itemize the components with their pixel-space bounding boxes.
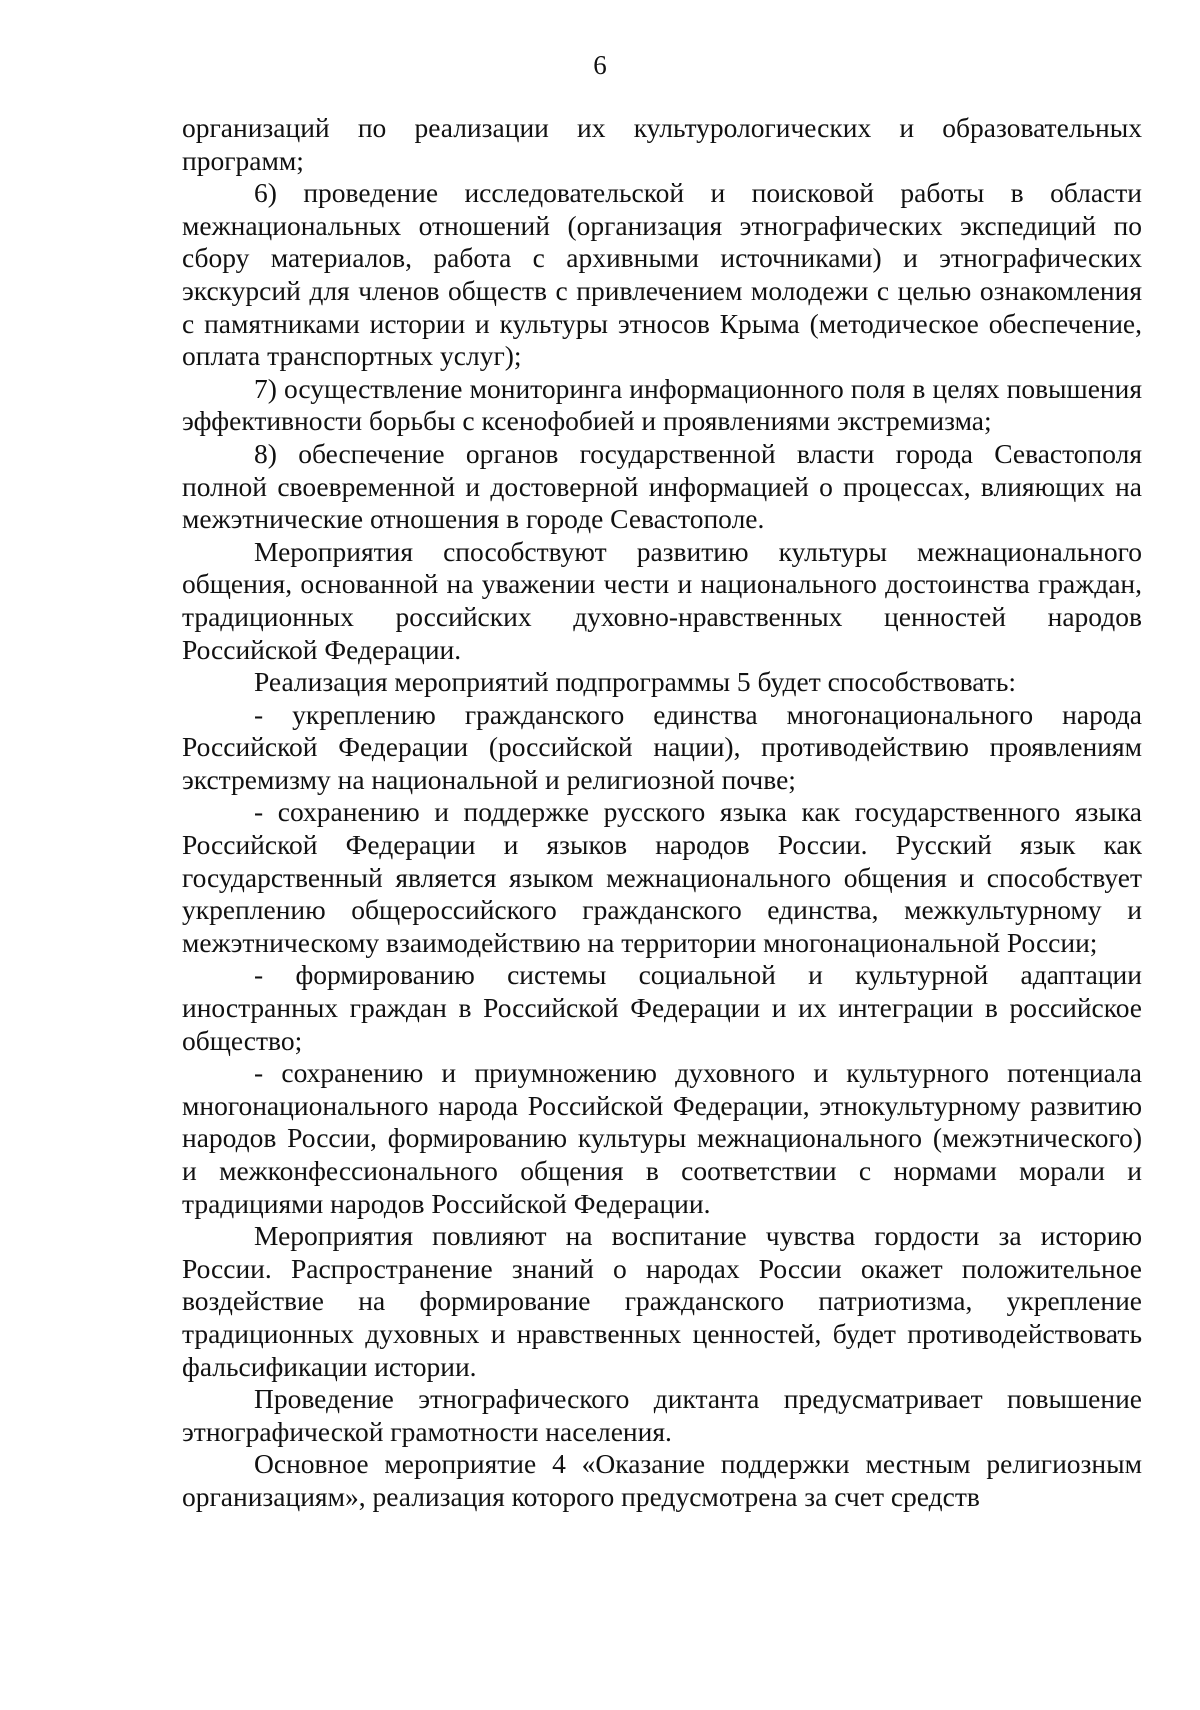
paragraph: 7) осуществление мониторинга информационного поля в целях повышения эффективности борьбы с ксенофобией и проявлениями экстремизма; (182, 372, 1142, 437)
paragraph: - сохранению и приумножению духовного и культурного потенциала многонационального народа Российской Федерации, этнокультурному развитию народов России, формированию культуры межнационального (межэтнического) и межконфессионального общения в соответствии с нормами морали и традициями народов Российской Федерации. (182, 1057, 1142, 1219)
paragraph: - формированию системы социальной и культурной адаптации иностранных граждан в Российской Федерации и их интеграции в российское общество; (182, 959, 1142, 1056)
paragraph: - сохранению и поддержке русского языка как государственного языка Российской Федерации и языков народов России. Русский язык как государственный является языком межнационального общения и способствует укреплению общероссийского гражданского единства, межкультурному и межэтническому взаимодействию на территории многонациональной России; (182, 796, 1142, 958)
document-body (182, 112, 1142, 1514)
page-number: 6 (593, 50, 607, 80)
paragraph: 6) проведение исследовательской и поисковой работы в области межнациональных отношений (организация этнографических экспедиций по сбору материалов, работа с архивными источниками) и этнографических экскурсий для членов обществ с привлечением молодежи с целью ознакомления с памятниками истории и культуры этносов Крыма (методическое обеспечение, оплата транспортных услуг); (182, 177, 1142, 372)
paragraph: Мероприятия повлияют на воспитание чувства гордости за историю России. Распространение знаний о народах России окажет положительное воздействие на формирование гражданского патриотизма, укрепление традиционных духовных и нравственных ценностей, будет противодействовать фальсификации истории. (182, 1220, 1142, 1382)
paragraph: 8) обеспечение органов государственной власти города Севастополя полной своевременной и достоверной информацией о процессах, влияющих на межэтнические отношения в городе Севастополе. (182, 437, 1142, 535)
paragraph: Мероприятия способствуют развитию культуры межнационального общения, основанной на уважении чести и национального достоинства граждан, традиционных российских духовно-нравственных ценностей народов Российской Федерации. (182, 535, 1142, 665)
paragraph: Основное мероприятие 4 «Оказание поддержки местным религиозным организациям», реализация которого предусмотрена за счет средств (182, 1448, 1142, 1512)
paragraph: организаций по реализации их культурологических и образовательных программ; (182, 112, 1142, 176)
paragraph: Проведение этнографического диктанта предусматривает повышение этнографической грамотности населения. (182, 1383, 1142, 1447)
paragraph: - укреплению гражданского единства многонационального народа Российской Федерации (российской нации), противодействию проявлениям экстремизму на национальной и религиозной почве; (182, 698, 1142, 795)
paragraph: Реализация мероприятий подпрограммы 5 будет способствовать: (254, 666, 1016, 698)
